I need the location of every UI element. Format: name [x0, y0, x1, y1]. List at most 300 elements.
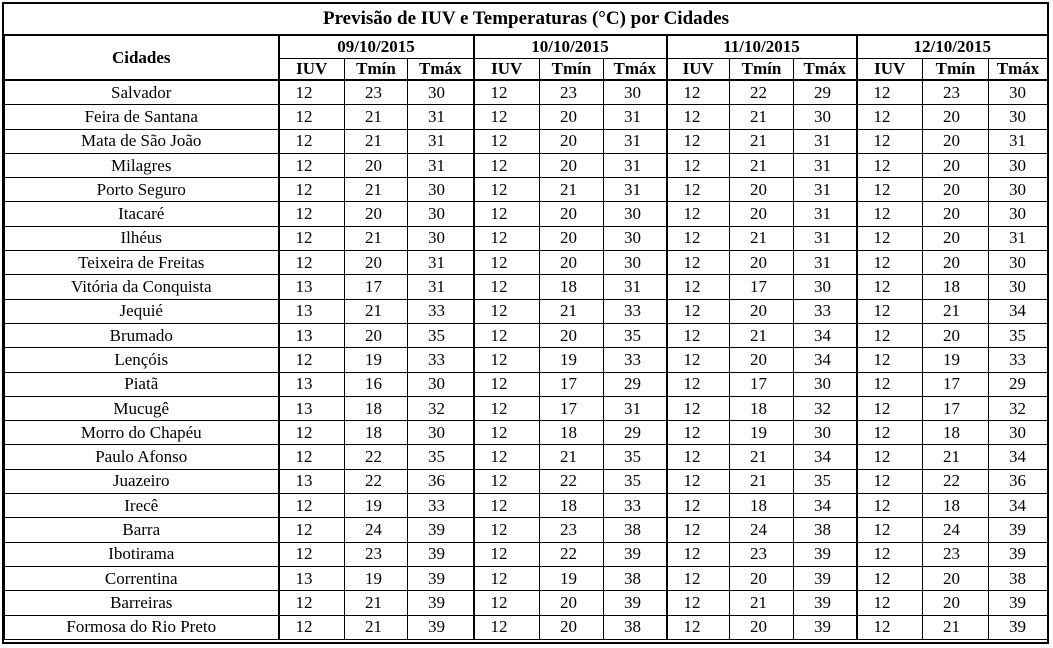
iuv-cell: 12 [667, 251, 730, 275]
tmax-cell: 31 [408, 251, 474, 275]
tmax-cell: 36 [408, 469, 474, 493]
sub-header-tmin: Tmín [540, 59, 604, 81]
tmax-cell: 33 [604, 494, 667, 518]
iuv-cell: 12 [667, 323, 730, 347]
tmin-cell: 18 [730, 494, 794, 518]
iuv-cell: 12 [857, 566, 923, 590]
tmax-cell: 39 [408, 591, 474, 615]
tmin-cell: 22 [540, 469, 604, 493]
tmin-cell: 21 [730, 226, 794, 250]
tmax-cell: 30 [794, 421, 857, 445]
tmax-cell: 31 [794, 178, 857, 202]
tmin-cell: 20 [923, 178, 989, 202]
tmin-cell: 19 [345, 566, 408, 590]
iuv-cell: 12 [857, 591, 923, 615]
tmin-cell: 24 [345, 518, 408, 542]
table-row [5, 323, 1048, 347]
iuv-cell: 13 [279, 396, 345, 420]
iuv-cell: 12 [279, 178, 345, 202]
tmin-cell: 21 [730, 591, 794, 615]
iuv-cell: 12 [474, 348, 540, 372]
city-name: Formosa do Rio Preto [5, 615, 279, 639]
tmax-cell: 31 [794, 202, 857, 226]
tmax-cell: 38 [604, 566, 667, 590]
iuv-cell: 12 [279, 494, 345, 518]
tmin-cell: 19 [540, 566, 604, 590]
tmax-cell: 30 [604, 80, 667, 105]
tmax-cell: 34 [989, 445, 1048, 469]
city-name: Lençóis [5, 348, 279, 372]
tmax-cell: 33 [408, 348, 474, 372]
tmax-cell: 30 [989, 202, 1048, 226]
iuv-cell: 12 [667, 445, 730, 469]
tmax-cell: 29 [604, 421, 667, 445]
tmin-cell: 18 [923, 494, 989, 518]
tmin-cell: 21 [923, 299, 989, 323]
tmin-cell: 21 [345, 129, 408, 153]
tmin-cell: 22 [730, 80, 794, 105]
iuv-cell: 12 [474, 469, 540, 493]
tmin-cell: 21 [923, 445, 989, 469]
tmin-cell: 20 [345, 323, 408, 347]
city-name: Barreiras [5, 591, 279, 615]
table-row [5, 591, 1048, 615]
tmax-cell: 30 [408, 226, 474, 250]
forecast-table [4, 4, 1048, 640]
tmin-cell: 21 [345, 105, 408, 129]
tmin-cell: 20 [540, 323, 604, 347]
tmin-cell: 20 [923, 129, 989, 153]
tmin-cell: 23 [345, 542, 408, 566]
iuv-cell: 12 [667, 469, 730, 493]
tmin-cell: 21 [345, 178, 408, 202]
tmax-cell: 38 [604, 518, 667, 542]
tmax-cell: 34 [794, 445, 857, 469]
table-row [5, 566, 1048, 590]
tmin-cell: 24 [730, 518, 794, 542]
iuv-cell: 12 [474, 226, 540, 250]
iuv-cell: 12 [474, 445, 540, 469]
tmax-cell: 31 [989, 226, 1048, 250]
table-row [5, 202, 1048, 226]
tmin-cell: 17 [345, 275, 408, 299]
table-row [5, 129, 1048, 153]
iuv-cell: 12 [667, 566, 730, 590]
forecast-table-frame [2, 2, 1049, 644]
sub-header-tmax: Tmáx [989, 59, 1048, 81]
iuv-cell: 12 [279, 542, 345, 566]
iuv-cell: 12 [667, 348, 730, 372]
sub-header-tmin: Tmín [345, 59, 408, 81]
city-name: Ilhéus [5, 226, 279, 250]
tmax-cell: 39 [794, 566, 857, 590]
tmin-cell: 20 [923, 251, 989, 275]
iuv-cell: 12 [474, 494, 540, 518]
iuv-cell: 13 [279, 323, 345, 347]
iuv-cell: 12 [667, 494, 730, 518]
tmin-cell: 20 [540, 615, 604, 639]
tmax-cell: 35 [604, 445, 667, 469]
tmax-cell: 33 [989, 348, 1048, 372]
tmin-cell: 20 [730, 566, 794, 590]
tmax-cell: 31 [408, 275, 474, 299]
tmin-cell: 21 [345, 226, 408, 250]
tmin-cell: 18 [345, 421, 408, 445]
city-name: Mucugê [5, 396, 279, 420]
tmin-cell: 23 [540, 518, 604, 542]
iuv-cell: 12 [474, 129, 540, 153]
tmax-cell: 30 [604, 226, 667, 250]
city-name: Itacaré [5, 202, 279, 226]
iuv-cell: 12 [474, 518, 540, 542]
city-name: Porto Seguro [5, 178, 279, 202]
iuv-cell: 13 [279, 372, 345, 396]
city-name: Morro do Chapéu [5, 421, 279, 445]
city-name: Feira de Santana [5, 105, 279, 129]
sub-header-tmin: Tmín [730, 59, 794, 81]
iuv-cell: 12 [279, 153, 345, 177]
tmax-cell: 31 [604, 105, 667, 129]
tmin-cell: 18 [923, 421, 989, 445]
iuv-cell: 12 [279, 202, 345, 226]
iuv-cell: 12 [474, 299, 540, 323]
tmin-cell: 17 [923, 372, 989, 396]
date-header-4: 12/10/2015 [857, 35, 1048, 59]
table-row [5, 178, 1048, 202]
tmax-cell: 36 [989, 469, 1048, 493]
tmin-cell: 20 [540, 153, 604, 177]
city-name: Piatã [5, 372, 279, 396]
tmin-cell: 17 [730, 275, 794, 299]
table-row [5, 445, 1048, 469]
city-name: Correntina [5, 566, 279, 590]
tmax-cell: 32 [408, 396, 474, 420]
tmax-cell: 30 [989, 275, 1048, 299]
tmin-cell: 20 [345, 202, 408, 226]
table-body [5, 80, 1048, 639]
iuv-cell: 13 [279, 566, 345, 590]
iuv-cell: 12 [279, 421, 345, 445]
tmin-cell: 20 [730, 178, 794, 202]
tmin-cell: 18 [540, 275, 604, 299]
tmin-cell: 20 [923, 591, 989, 615]
iuv-cell: 12 [667, 80, 730, 105]
tmin-cell: 20 [730, 202, 794, 226]
table-title: Previsão de IUV e Temperaturas (°C) por Cidades [5, 4, 1048, 35]
iuv-cell: 12 [857, 372, 923, 396]
iuv-cell: 12 [667, 129, 730, 153]
iuv-cell: 12 [474, 275, 540, 299]
tmin-cell: 20 [540, 105, 604, 129]
tmin-cell: 16 [345, 372, 408, 396]
tmin-cell: 20 [540, 129, 604, 153]
sub-header-iuv: IUV [857, 59, 923, 81]
city-name: Ibotirama [5, 542, 279, 566]
table-row [5, 275, 1048, 299]
iuv-cell: 12 [857, 105, 923, 129]
iuv-cell: 12 [857, 275, 923, 299]
tmax-cell: 39 [989, 518, 1048, 542]
tmin-cell: 20 [923, 323, 989, 347]
tmin-cell: 22 [540, 542, 604, 566]
iuv-cell: 12 [667, 299, 730, 323]
iuv-cell: 12 [474, 178, 540, 202]
iuv-cell: 12 [474, 251, 540, 275]
city-name: Barra [5, 518, 279, 542]
tmin-cell: 20 [730, 348, 794, 372]
iuv-cell: 12 [279, 129, 345, 153]
iuv-cell: 12 [667, 421, 730, 445]
iuv-cell: 12 [857, 445, 923, 469]
table-row [5, 494, 1048, 518]
tmin-cell: 20 [923, 202, 989, 226]
tmin-cell: 23 [923, 542, 989, 566]
tmin-cell: 19 [345, 494, 408, 518]
tmax-cell: 39 [408, 518, 474, 542]
tmin-cell: 20 [540, 202, 604, 226]
table-row [5, 615, 1048, 639]
iuv-cell: 12 [857, 251, 923, 275]
tmin-cell: 17 [730, 372, 794, 396]
iuv-cell: 12 [474, 396, 540, 420]
iuv-cell: 12 [857, 494, 923, 518]
tmax-cell: 34 [989, 494, 1048, 518]
tmin-cell: 21 [923, 615, 989, 639]
iuv-cell: 12 [667, 542, 730, 566]
tmin-cell: 18 [540, 494, 604, 518]
tmin-cell: 21 [540, 178, 604, 202]
tmin-cell: 24 [923, 518, 989, 542]
tmax-cell: 39 [604, 591, 667, 615]
tmax-cell: 31 [794, 226, 857, 250]
tmax-cell: 33 [604, 348, 667, 372]
iuv-cell: 12 [667, 226, 730, 250]
tmax-cell: 39 [408, 566, 474, 590]
tmax-cell: 31 [408, 105, 474, 129]
tmax-cell: 31 [604, 129, 667, 153]
iuv-cell: 13 [279, 275, 345, 299]
tmin-cell: 19 [923, 348, 989, 372]
tmax-cell: 31 [604, 396, 667, 420]
tmin-cell: 20 [730, 615, 794, 639]
tmax-cell: 31 [794, 153, 857, 177]
tmax-cell: 39 [989, 615, 1048, 639]
table-row [5, 348, 1048, 372]
tmax-cell: 38 [989, 566, 1048, 590]
tmin-cell: 20 [540, 226, 604, 250]
city-name: Milagres [5, 153, 279, 177]
iuv-cell: 12 [474, 421, 540, 445]
iuv-cell: 12 [474, 80, 540, 105]
iuv-cell: 13 [279, 299, 345, 323]
tmin-cell: 23 [730, 542, 794, 566]
tmin-cell: 21 [730, 445, 794, 469]
tmin-cell: 18 [730, 396, 794, 420]
tmax-cell: 33 [794, 299, 857, 323]
tmax-cell: 35 [794, 469, 857, 493]
tmax-cell: 30 [794, 372, 857, 396]
tmax-cell: 31 [604, 178, 667, 202]
city-name: Mata de São João [5, 129, 279, 153]
tmin-cell: 21 [540, 299, 604, 323]
table-row [5, 372, 1048, 396]
iuv-cell: 12 [857, 396, 923, 420]
tmax-cell: 32 [794, 396, 857, 420]
tmax-cell: 30 [989, 80, 1048, 105]
tmax-cell: 32 [989, 396, 1048, 420]
tmin-cell: 23 [345, 80, 408, 105]
city-name: Irecê [5, 494, 279, 518]
tmin-cell: 21 [730, 323, 794, 347]
iuv-cell: 12 [857, 153, 923, 177]
iuv-cell: 12 [474, 202, 540, 226]
iuv-cell: 12 [474, 615, 540, 639]
city-name: Teixeira de Freitas [5, 251, 279, 275]
sub-header-iuv: IUV [474, 59, 540, 81]
tmax-cell: 30 [408, 372, 474, 396]
tmax-cell: 31 [408, 153, 474, 177]
tmin-cell: 20 [923, 105, 989, 129]
tmax-cell: 39 [989, 542, 1048, 566]
iuv-cell: 12 [279, 251, 345, 275]
tmax-cell: 39 [794, 615, 857, 639]
tmin-cell: 21 [540, 445, 604, 469]
tmax-cell: 30 [989, 178, 1048, 202]
tmax-cell: 38 [604, 615, 667, 639]
tmin-cell: 18 [923, 275, 989, 299]
tmin-cell: 21 [730, 153, 794, 177]
iuv-cell: 12 [667, 202, 730, 226]
city-name: Juazeiro [5, 469, 279, 493]
tmin-cell: 20 [923, 226, 989, 250]
table-row [5, 80, 1048, 105]
iuv-cell: 12 [474, 372, 540, 396]
tmin-cell: 18 [345, 396, 408, 420]
tmax-cell: 35 [408, 323, 474, 347]
tmax-cell: 30 [989, 105, 1048, 129]
tmax-cell: 30 [604, 202, 667, 226]
sub-header-iuv: IUV [667, 59, 730, 81]
iuv-cell: 12 [279, 518, 345, 542]
tmax-cell: 30 [408, 80, 474, 105]
date-header-3: 11/10/2015 [667, 35, 857, 59]
tmin-cell: 20 [540, 251, 604, 275]
iuv-cell: 12 [667, 518, 730, 542]
iuv-cell: 13 [279, 469, 345, 493]
date-header-2: 10/10/2015 [474, 35, 667, 59]
tmax-cell: 35 [408, 445, 474, 469]
tmax-cell: 38 [794, 518, 857, 542]
iuv-cell: 12 [474, 323, 540, 347]
iuv-cell: 12 [474, 153, 540, 177]
city-name: Salvador [5, 80, 279, 105]
iuv-cell: 12 [279, 105, 345, 129]
tmax-cell: 39 [989, 591, 1048, 615]
iuv-cell: 12 [279, 226, 345, 250]
tmax-cell: 30 [989, 251, 1048, 275]
table-row [5, 226, 1048, 250]
table-row [5, 153, 1048, 177]
iuv-cell: 12 [474, 566, 540, 590]
table-row [5, 542, 1048, 566]
iuv-cell: 12 [857, 421, 923, 445]
tmin-cell: 23 [540, 80, 604, 105]
table-row [5, 105, 1048, 129]
date-header-1: 09/10/2015 [279, 35, 474, 59]
tmin-cell: 17 [540, 396, 604, 420]
tmin-cell: 22 [345, 445, 408, 469]
tmin-cell: 21 [345, 615, 408, 639]
tmin-cell: 21 [730, 469, 794, 493]
tmax-cell: 30 [408, 178, 474, 202]
tmax-cell: 29 [604, 372, 667, 396]
tmin-cell: 22 [923, 469, 989, 493]
tmin-cell: 19 [345, 348, 408, 372]
tmax-cell: 33 [408, 299, 474, 323]
tmax-cell: 30 [989, 153, 1048, 177]
iuv-cell: 12 [474, 105, 540, 129]
tmax-cell: 34 [794, 348, 857, 372]
tmin-cell: 20 [345, 251, 408, 275]
tmax-cell: 30 [794, 105, 857, 129]
sub-header-tmax: Tmáx [408, 59, 474, 81]
iuv-cell: 12 [667, 615, 730, 639]
iuv-cell: 12 [667, 591, 730, 615]
tmin-cell: 19 [540, 348, 604, 372]
iuv-cell: 12 [857, 129, 923, 153]
iuv-cell: 12 [279, 348, 345, 372]
tmax-cell: 39 [794, 542, 857, 566]
city-name: Jequié [5, 299, 279, 323]
iuv-cell: 12 [857, 542, 923, 566]
iuv-cell: 12 [857, 226, 923, 250]
tmax-cell: 29 [794, 80, 857, 105]
tmin-cell: 21 [345, 591, 408, 615]
sub-header-tmax: Tmáx [794, 59, 857, 81]
iuv-cell: 12 [667, 153, 730, 177]
iuv-cell: 12 [857, 299, 923, 323]
tmax-cell: 35 [604, 469, 667, 493]
iuv-cell: 12 [857, 469, 923, 493]
tmin-cell: 21 [730, 105, 794, 129]
tmin-cell: 21 [345, 299, 408, 323]
tmin-cell: 20 [730, 251, 794, 275]
table-row [5, 251, 1048, 275]
tmax-cell: 34 [794, 323, 857, 347]
tmax-cell: 31 [989, 129, 1048, 153]
tmax-cell: 29 [989, 372, 1048, 396]
iuv-cell: 12 [667, 396, 730, 420]
tmax-cell: 34 [794, 494, 857, 518]
iuv-cell: 12 [667, 275, 730, 299]
tmin-cell: 17 [540, 372, 604, 396]
iuv-cell: 12 [279, 80, 345, 105]
tmax-cell: 39 [604, 542, 667, 566]
iuv-cell: 12 [857, 615, 923, 639]
iuv-cell: 12 [857, 348, 923, 372]
iuv-cell: 12 [857, 80, 923, 105]
iuv-cell: 12 [857, 202, 923, 226]
tmin-cell: 23 [923, 80, 989, 105]
city-name: Vitória da Conquista [5, 275, 279, 299]
tmax-cell: 39 [408, 615, 474, 639]
tmax-cell: 33 [604, 299, 667, 323]
city-name: Paulo Afonso [5, 445, 279, 469]
tmin-cell: 17 [923, 396, 989, 420]
table-row [5, 469, 1048, 493]
iuv-cell: 12 [857, 178, 923, 202]
iuv-cell: 12 [279, 615, 345, 639]
